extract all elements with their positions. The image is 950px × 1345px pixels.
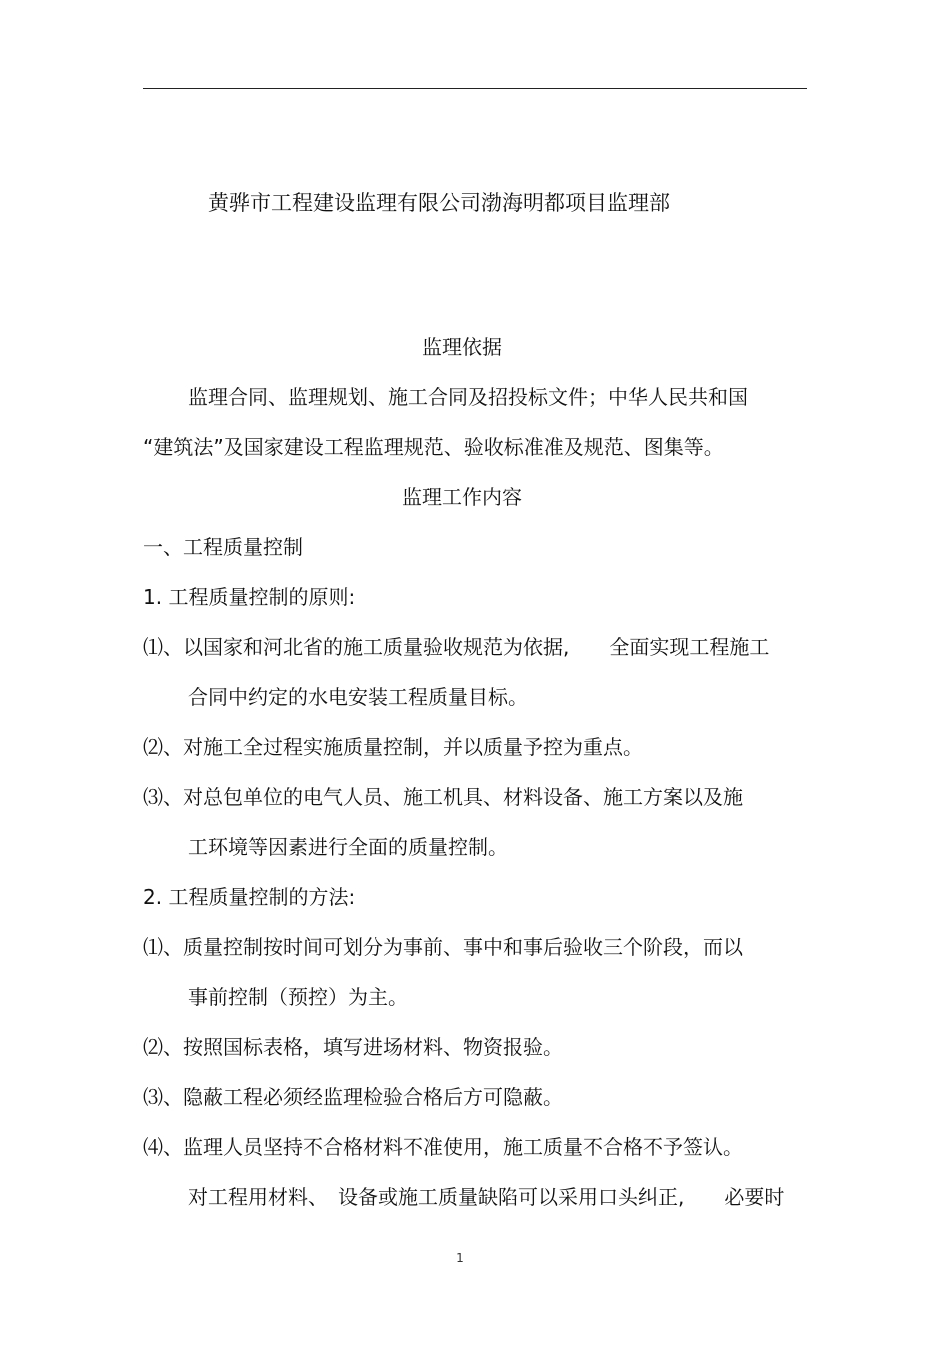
subsection-principles: 1. 工程质量控制的原则: bbox=[143, 585, 356, 609]
principle-item-3: ⑶、对总包单位的电气人员、施工机具、材料设备、施工方案以及施 bbox=[143, 785, 743, 809]
method-item-1-continued: 事前控制（预控）为主。 bbox=[188, 985, 408, 1009]
principle-item-1-continued: 合同中约定的水电安装工程质量目标。 bbox=[188, 685, 528, 709]
method-item-3: ⑶、隐蔽工程必须经监理检验合格后方可隐蔽。 bbox=[143, 1085, 563, 1109]
header-rule bbox=[143, 88, 807, 89]
section-quality-control: 一、工程质量控制 bbox=[143, 535, 303, 559]
method-item-2: ⑵、按照国标表格，填写进场材料、物资报验。 bbox=[143, 1035, 563, 1059]
principle-item-2: ⑵、对施工全过程实施质量控制，并以质量予控为重点。 bbox=[143, 735, 643, 759]
content-heading: 监理工作内容 bbox=[402, 485, 522, 509]
method-item-4-continued: 对工程用材料、 设备或施工质量缺陷可以采用口头纠正, 必要时 bbox=[188, 1185, 785, 1209]
principle-item-1: ⑴、以国家和河北省的施工质量验收规范为依据, 全面实现工程施工 bbox=[143, 635, 770, 659]
basis-heading: 监理依据 bbox=[422, 335, 502, 359]
basis-paragraph-line-2: “建筑法”及国家建设工程监理规范、验收标准准及规范、图集等。 bbox=[143, 435, 724, 459]
basis-paragraph-line-1: 监理合同、监理规划、施工合同及招投标文件；中华人民共和国 bbox=[188, 385, 748, 409]
document-title: 黄骅市工程建设监理有限公司渤海明都项目监理部 bbox=[208, 191, 670, 215]
method-item-4: ⑷、监理人员坚持不合格材料不准使用，施工质量不合格不予签认。 bbox=[143, 1135, 743, 1159]
page-number: 1 bbox=[456, 1251, 464, 1265]
method-item-1: ⑴、质量控制按时间可划分为事前、事中和事后验收三个阶段，而以 bbox=[143, 935, 743, 959]
principle-item-3-continued: 工环境等因素进行全面的质量控制。 bbox=[188, 835, 508, 859]
subsection-methods: 2. 工程质量控制的方法: bbox=[143, 885, 356, 909]
